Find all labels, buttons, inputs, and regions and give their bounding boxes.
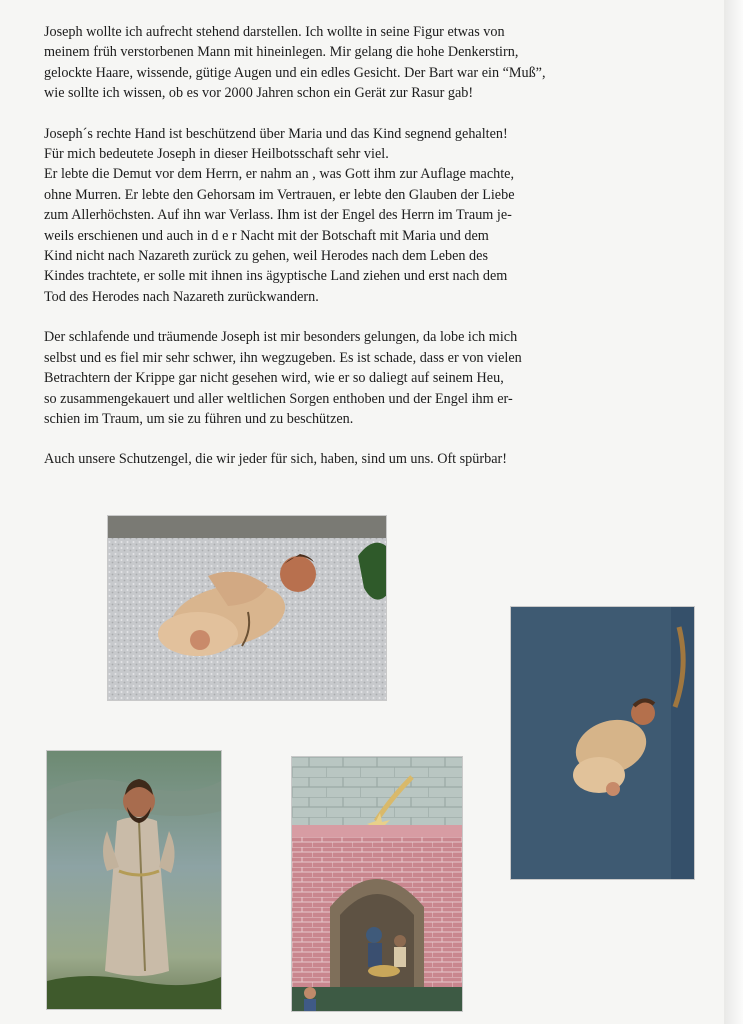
text-line: Er lebte die Demut vor dem Herrn, er nahm an , was Gott ihm zur Auflage machte, — [44, 166, 515, 183]
photo-sleeping-joseph-blue — [511, 607, 694, 879]
text-line: Auch unsere Schutzengel, die wir jeder für sich, haben, sind um uns. Oft spürbar! — [44, 451, 507, 468]
text-line: wie sollte ich wissen, ob es vor 2000 Jahren schon ein Gerät zur Rasur gab! — [44, 85, 474, 102]
photo-nativity-gate — [292, 757, 462, 1011]
text-line: schien im Traum, um sie zu führen und zu beschützen. — [44, 410, 354, 427]
text-line: zum Allerhöchsten. Auf ihn war Verlass. Ihm ist der Engel des Herrn im Traum je- — [44, 207, 512, 224]
paragraph-2 — [44, 124, 704, 308]
text-line: Tod des Herodes nach Nazareth zurückwandern. — [44, 288, 319, 305]
text-line: gelockte Haare, wissende, gütige Augen und ein edles Gesicht. Der Bart war ein “Muß”, — [44, 64, 546, 81]
page-edge — [724, 0, 743, 1024]
text-line: Kind nicht nach Nazareth zurück zu gehen, weil Herodes nach dem Leben des — [44, 248, 488, 265]
text-line: Joseph´s rechte Hand ist beschützend über Maria und das Kind segnend gehalten! — [44, 125, 508, 142]
text-line: meinem früh verstorbenen Mann mit hineinlegen. Mir gelang die hohe Denkerstirn, — [44, 44, 519, 61]
text-line: weils erschienen und auch in d e r Nacht mit der Botschaft mit Maria und dem — [44, 227, 489, 244]
document-text — [44, 22, 704, 490]
text-line: Der schlafende und träumende Joseph ist mir besonders gelungen, da lobe ich mich — [44, 329, 518, 346]
text-line: selbst und es fiel mir sehr schwer, ihn wegzugeben. Es ist schade, dass er von vielen — [44, 349, 522, 366]
text-line: Für mich bedeutete Joseph in dieser Heilbotsschaft sehr viel. — [44, 146, 389, 163]
text-line: Betrachtern der Krippe gar nicht gesehen wird, wie er so daliegt auf seinem Heu, — [44, 370, 504, 387]
text-line: Kindes trachtete, er solle mit ihnen ins ägyptische Land ziehen und erst nach dem — [44, 268, 508, 285]
text-line: so zusammengekauert und aller weltlichen Sorgen enthoben und der Engel ihm er- — [44, 390, 513, 407]
paragraph-4 — [44, 449, 704, 469]
text-line: ohne Murren. Er lebte den Gehorsam im Vertrauen, er lebte den Glauben der Liebe — [44, 186, 515, 203]
photo-standing-joseph — [47, 751, 221, 1009]
paragraph-1 — [44, 22, 704, 104]
text-line: Joseph wollte ich aufrecht stehend darstellen. Ich wollte in seine Figur etwas von — [44, 24, 505, 40]
photo-sleeping-joseph — [108, 516, 386, 700]
paragraph-3 — [44, 327, 704, 429]
